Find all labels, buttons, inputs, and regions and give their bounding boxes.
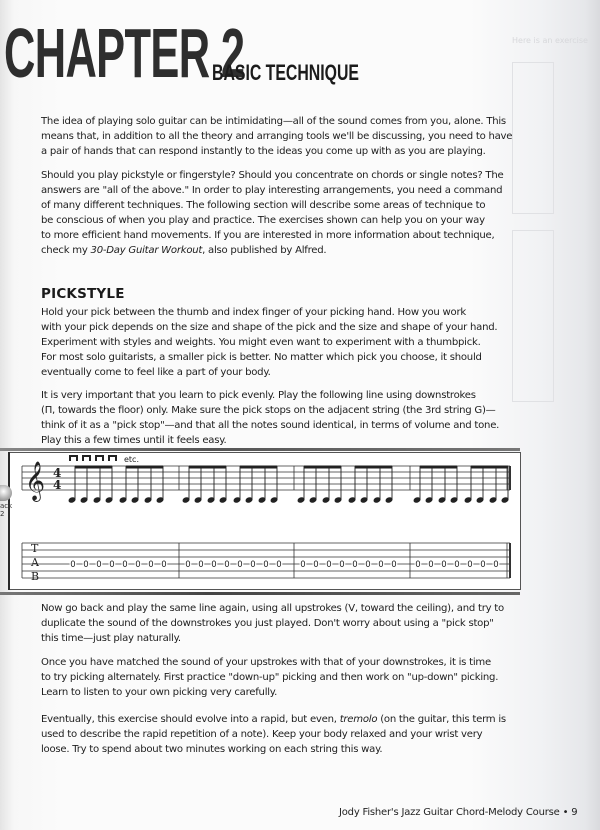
text-line: of many different techniques. The following section will describe some areas of technique to bbox=[41, 200, 486, 211]
text-line: this time—just play naturally. bbox=[41, 633, 181, 644]
tab-letter-a: A bbox=[31, 556, 39, 569]
tremolo-paragraph bbox=[41, 712, 511, 757]
text-line: loose. Try to spend about two minutes working on each string this way. bbox=[41, 744, 383, 755]
svg-text:0: 0 bbox=[441, 560, 447, 570]
text-line: used to describe the rapid repetition of a note). Keep your body relaxed and your wrist very bbox=[41, 729, 483, 740]
svg-text:0: 0 bbox=[352, 560, 358, 570]
tab-fret-numbers bbox=[70, 560, 498, 570]
svg-text:0: 0 bbox=[161, 560, 167, 570]
music-notation bbox=[0, 450, 600, 590]
svg-text:0: 0 bbox=[391, 560, 397, 570]
intro-paragraph-1 bbox=[41, 114, 511, 159]
text-fragment: check my bbox=[41, 245, 91, 256]
svg-text:0: 0 bbox=[326, 560, 332, 570]
svg-text:0: 0 bbox=[428, 560, 434, 570]
svg-text:0: 0 bbox=[198, 560, 204, 570]
text-line: Should you play pickstyle or fingerstyle? Should you concentrate on chords or single notes? The bbox=[41, 170, 504, 181]
svg-text:0: 0 bbox=[224, 560, 230, 570]
tab-letter-b: B bbox=[31, 570, 40, 583]
svg-text:0: 0 bbox=[467, 560, 473, 570]
text-line: Experiment with styles and weights. You might even want to experiment with a thumbpick. bbox=[41, 337, 481, 348]
svg-text:0: 0 bbox=[300, 560, 306, 570]
svg-text:0: 0 bbox=[263, 560, 269, 570]
text-line: For most solo guitarists, a smaller pick is better. No matter which pick you choose, it should bbox=[41, 352, 482, 363]
svg-text:0: 0 bbox=[148, 560, 154, 570]
svg-text:0: 0 bbox=[237, 560, 243, 570]
text-line: The idea of playing solo guitar can be intimidating—all of the sound comes from you, alone. This bbox=[41, 116, 506, 127]
text-line: Once you have matched the sound of your upstrokes with that of your downstrokes, it is time bbox=[41, 657, 491, 668]
downstroke-marks bbox=[70, 456, 116, 461]
intro-paragraph-2 bbox=[41, 168, 511, 258]
text-line: answers are "all of the above." In order to play interesting arrangements, you need a command bbox=[41, 185, 503, 196]
time-signature-top: 4 bbox=[53, 466, 62, 480]
svg-text:0: 0 bbox=[493, 560, 499, 570]
text-line: Now go back and play the same line again, using all upstrokes (V, toward the ceiling), and try to bbox=[41, 603, 504, 614]
bleed-through-text: Here is an exercise bbox=[512, 36, 588, 45]
svg-text:0: 0 bbox=[70, 560, 76, 570]
bleed-through-box bbox=[512, 62, 554, 214]
track-label: ack 2 bbox=[0, 502, 13, 518]
svg-text:0: 0 bbox=[339, 560, 345, 570]
text-line: It is very important that you learn to pick evenly. Play the following line using downstrokes bbox=[41, 390, 476, 401]
book-title-reference: 30-Day Guitar Workout bbox=[90, 245, 203, 256]
svg-text:0: 0 bbox=[313, 560, 319, 570]
text-fragment: , also published by Alfred. bbox=[202, 245, 327, 256]
svg-text:0: 0 bbox=[135, 560, 141, 570]
upstroke-paragraph bbox=[41, 601, 511, 646]
svg-text:0: 0 bbox=[83, 560, 89, 570]
page-footer: Jody Fisher's Jazz Guitar Chord-Melody Course • 9 bbox=[339, 807, 578, 818]
svg-text:0: 0 bbox=[454, 560, 460, 570]
svg-text:0: 0 bbox=[109, 560, 115, 570]
text-line: to try picking alternately. First practice "down-up" picking and then work on "up-down" picking. bbox=[41, 672, 499, 683]
treble-clef-icon: 𝄞 bbox=[25, 461, 46, 501]
text-fragment: (on the guitar, this term is bbox=[377, 714, 506, 725]
section-heading-pickstyle: PICKSTYLE bbox=[41, 286, 125, 302]
text-line bbox=[41, 243, 511, 258]
pickstyle-paragraph-1 bbox=[41, 305, 511, 380]
text-line: Play this a few times until it feels easy. bbox=[41, 435, 227, 446]
chapter-title: BASIC TECHNIQUE bbox=[212, 60, 359, 85]
music-staff bbox=[22, 466, 510, 490]
text-line: (Π, towards the floor) only. Make sure the pick stops on the adjacent string (the 3rd string G)— bbox=[41, 405, 496, 416]
svg-text:0: 0 bbox=[378, 560, 384, 570]
pickstyle-paragraph-2 bbox=[41, 388, 511, 448]
tab-letter-t: T bbox=[31, 542, 39, 555]
text-line: Learn to listen to your own picking very carefully. bbox=[41, 687, 278, 698]
text-fragment: Eventually, this exercise should evolve into a rapid, but even, bbox=[41, 714, 340, 725]
tremolo-term: tremolo bbox=[339, 714, 378, 725]
svg-text:0: 0 bbox=[365, 560, 371, 570]
text-line: to more efficient hand movements. If you are interested in more information about technique, bbox=[41, 230, 495, 241]
svg-text:0: 0 bbox=[415, 560, 421, 570]
text-line: means that, in addition to all the theory and arranging tools we'll be discussing, you need to have bbox=[41, 131, 513, 142]
text-line: eventually come to feel like a part of your body. bbox=[41, 367, 271, 378]
svg-text:0: 0 bbox=[276, 560, 282, 570]
page-divider bbox=[0, 592, 520, 595]
tab-letters bbox=[30, 542, 40, 583]
svg-text:0: 0 bbox=[122, 560, 128, 570]
bleed-through-box bbox=[512, 230, 554, 402]
text-line: duplicate the sound of the downstrokes you just played. Don't worry about using a "pick stop" bbox=[41, 618, 494, 629]
eighth-note-groups bbox=[68, 466, 510, 504]
svg-text:0: 0 bbox=[185, 560, 191, 570]
text-line: be conscious of when you play and practice. The exercises shown can help you on your way bbox=[41, 215, 485, 226]
text-line: think of it as a "pick stop"—and that all the notes sound identical, in terms of volume and tone. bbox=[41, 420, 500, 431]
svg-text:0: 0 bbox=[250, 560, 256, 570]
text-line: with your pick depends on the size and shape of the pick and the size and shape of your hand. bbox=[41, 322, 498, 333]
alternate-picking-paragraph bbox=[41, 655, 511, 700]
text-line bbox=[41, 712, 511, 727]
text-line: Hold your pick between the thumb and index finger of your picking hand. How you work bbox=[41, 307, 466, 318]
text-line: a pair of hands that can respond instantly to the ideas you come up with as you are playing. bbox=[41, 146, 486, 157]
chapter-number: CHAPTER 2 bbox=[4, 14, 245, 92]
svg-text:0: 0 bbox=[480, 560, 486, 570]
svg-text:0: 0 bbox=[96, 560, 102, 570]
time-signature-bottom: 4 bbox=[53, 478, 62, 492]
etc-label: etc. bbox=[124, 455, 139, 464]
svg-text:0: 0 bbox=[211, 560, 217, 570]
